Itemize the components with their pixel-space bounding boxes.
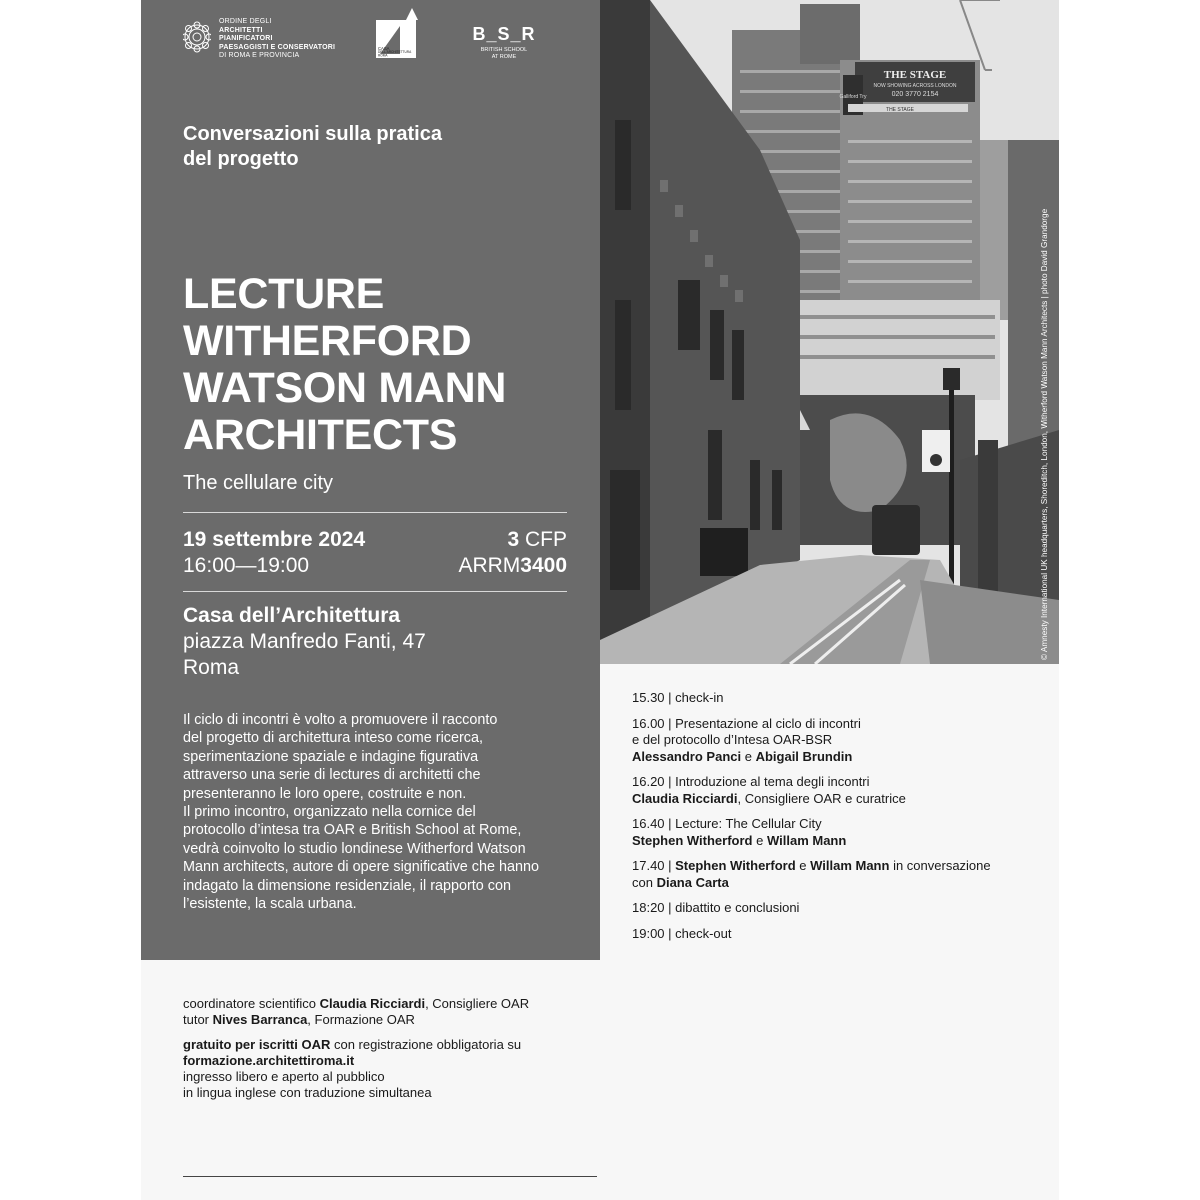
- schedule-text: 18:20 | dibattito e conclusioni: [632, 900, 800, 915]
- speaker-name: Willam Mann: [810, 858, 890, 873]
- description-line: vedrà coinvolto lo studio londinese Witherford Watson: [183, 840, 526, 857]
- speaker-name: Willam Mann: [766, 832, 847, 848]
- casa-architettura-logo: [374, 8, 418, 60]
- speaker-role: , Consigliere OAR e curatrice: [737, 790, 906, 806]
- speaker-name: Stephen Witherford: [675, 858, 796, 873]
- oar-line: DI ROMA E PROVINCIA: [219, 52, 300, 59]
- casa-line: CASA: [378, 46, 390, 51]
- street-scene-image: [600, 0, 1059, 664]
- schedule-text: 16.40 | Lecture: The Cellular City: [632, 816, 822, 831]
- divider: [183, 591, 567, 592]
- sign-side: Galliford Try: [839, 94, 867, 100]
- rosette-icon: [183, 18, 211, 56]
- series-line: Conversazioni sulla pratica: [183, 123, 442, 145]
- programme-schedule: [632, 690, 1032, 951]
- speaker-name: Diana Carta: [656, 874, 729, 890]
- schedule-item: [632, 926, 1032, 943]
- sign-strip: THE STAGE: [886, 107, 914, 113]
- schedule-item: [632, 816, 1032, 849]
- headline-line: ARCHITECTS: [183, 411, 458, 459]
- conjunction: e: [752, 832, 767, 848]
- venue-address: piazza Manfredo Fanti, 47: [183, 630, 426, 653]
- oar-line: PIANIFICATORI: [219, 35, 273, 42]
- photo-credit: © Amnesty International UK headquarters, Shoreditch, London, Witherford Watson Mann Architects | photo David Grandorge: [1040, 208, 1049, 660]
- event-description: [183, 711, 583, 913]
- code-prefix: ARRM: [458, 554, 521, 577]
- description-line: attraverso una serie di lectures di architetti che: [183, 767, 481, 784]
- bsr-subtitle: [459, 47, 549, 61]
- language-info: in lingua inglese con traduzione simultanea: [183, 1085, 432, 1100]
- speaker-name: Alessandro Panci: [632, 748, 742, 764]
- headline-line: WITHERFORD: [183, 317, 472, 365]
- sign-line: NOW SHOWING ACROSS LONDON: [873, 83, 957, 89]
- event-date: 19 settembre 2024: [183, 528, 366, 551]
- cfp-number: 3: [507, 528, 520, 551]
- speaker-name: Claudia Ricciardi: [632, 790, 738, 806]
- event-credits: [183, 996, 603, 1101]
- series-title: [183, 122, 563, 172]
- description-line: presenteranno le loro opere, costruite e non.: [183, 785, 467, 802]
- schedule-item: [632, 900, 1032, 917]
- description-line: del progetto di architettura inteso come ricerca,: [183, 730, 483, 747]
- coordinator-line: [183, 996, 603, 1012]
- speaker-name: Abigail Brundin: [755, 748, 853, 764]
- oar-logo: [183, 18, 335, 61]
- oar-line: ORDINE DEGLI: [219, 18, 272, 25]
- credit-role: , Consigliere OAR: [425, 996, 530, 1011]
- bsr-mark: B_S_R: [472, 24, 536, 44]
- headline-line: LECTURE: [183, 270, 384, 318]
- code-number: 3400: [520, 554, 567, 577]
- schedule-speakers: [632, 833, 1032, 850]
- credit-name: Nives Barranca: [212, 1012, 308, 1027]
- credit-label: tutor: [183, 1012, 213, 1027]
- schedule-text: e del protocollo d’Intesa OAR-BSR: [632, 732, 833, 747]
- schedule-speakers: [632, 749, 1032, 766]
- schedule-text: 16.00 | Presentazione al ciclo di incontri: [632, 715, 861, 731]
- registration-text: con registrazione obbligatoria su: [330, 1037, 522, 1052]
- event-time: 16:00—19:00: [183, 554, 310, 577]
- bsr-line: BRITISH SCHOOL: [480, 47, 528, 53]
- schedule-text: 16.20 | Introduzione al tema degli incontri: [632, 774, 870, 789]
- lecture-headline: [183, 271, 583, 459]
- description-line: indagato la dimensione residenziale, il rapporto con: [183, 877, 511, 894]
- conjunction: con: [632, 874, 657, 890]
- schedule-item: [632, 690, 1032, 707]
- bsr-line: AT ROME: [491, 54, 517, 60]
- entry-info: ingresso libero e aperto al pubblico: [183, 1069, 385, 1084]
- sign-title: THE STAGE: [883, 69, 947, 81]
- schedule-text: 15.30 | check-in: [632, 690, 724, 705]
- schedule-speakers: [632, 791, 1032, 808]
- tutor-line: [183, 1012, 603, 1028]
- series-line: del progetto: [183, 148, 299, 170]
- venue-name: Casa dell’Architettura: [183, 604, 401, 627]
- credit-name: Claudia Ricciardi: [319, 996, 426, 1011]
- oar-line: PAESAGGISTI E CONSERVATORI: [219, 43, 336, 51]
- info-panel: [141, 0, 600, 960]
- spacer: [183, 1028, 603, 1037]
- bsr-logo: [459, 24, 549, 61]
- description-line: protocollo d’intesa tra OAR e British School at Rome,: [183, 822, 522, 839]
- conjunction: e: [741, 748, 756, 764]
- sign-line: 020 3770 2154: [891, 91, 939, 98]
- conjunction: e: [795, 858, 811, 873]
- schedule-item: [632, 858, 1032, 891]
- description-line: Mann architects, autore di opere significative che hanno: [183, 859, 539, 876]
- description-line: Il ciclo di incontri è volto a promuovere il racconto: [183, 712, 498, 728]
- schedule-text: in conversazione: [889, 858, 991, 873]
- oar-logo-text: [219, 18, 335, 61]
- description-line: Il primo incontro, organizzato nella cornice del: [183, 804, 476, 821]
- description-line: l’esistente, la scala urbana.: [183, 896, 357, 913]
- divider: [183, 1176, 597, 1177]
- registration-website-link[interactable]: formazione.architettiroma.it: [183, 1053, 355, 1068]
- casa-line: ROMA: [378, 53, 388, 58]
- schedule-speakers: [632, 875, 1032, 892]
- oar-line: ARCHITETTI: [219, 26, 263, 34]
- schedule-item: [632, 774, 1032, 807]
- venue-city: Roma: [183, 656, 240, 679]
- schedule-item: [632, 716, 1032, 766]
- credit-label: coordinatore scientifico: [183, 996, 320, 1011]
- casa-line: DELL'ARCHITETTURA: [378, 50, 412, 54]
- divider: [183, 512, 567, 513]
- schedule-speakers: [632, 858, 1032, 875]
- cfp-label: CFP: [519, 528, 567, 551]
- description-line: sperimentazione spaziale e indagine figurativa: [183, 748, 479, 765]
- speaker-name: Stephen Witherford: [632, 832, 753, 848]
- free-label: gratuito per iscritti OAR: [183, 1037, 331, 1052]
- lecture-subtitle: The cellulare city: [183, 472, 334, 494]
- cfp-credits: [507, 528, 567, 552]
- street-photo: [600, 0, 1059, 664]
- headline-line: WATSON MANN: [183, 364, 507, 412]
- schedule-text: 19:00 | check-out: [632, 925, 732, 941]
- registration-line: [183, 1037, 603, 1053]
- credit-role: , Formazione OAR: [307, 1012, 415, 1027]
- event-code: [458, 554, 567, 578]
- schedule-time: 17.40 |: [632, 858, 676, 873]
